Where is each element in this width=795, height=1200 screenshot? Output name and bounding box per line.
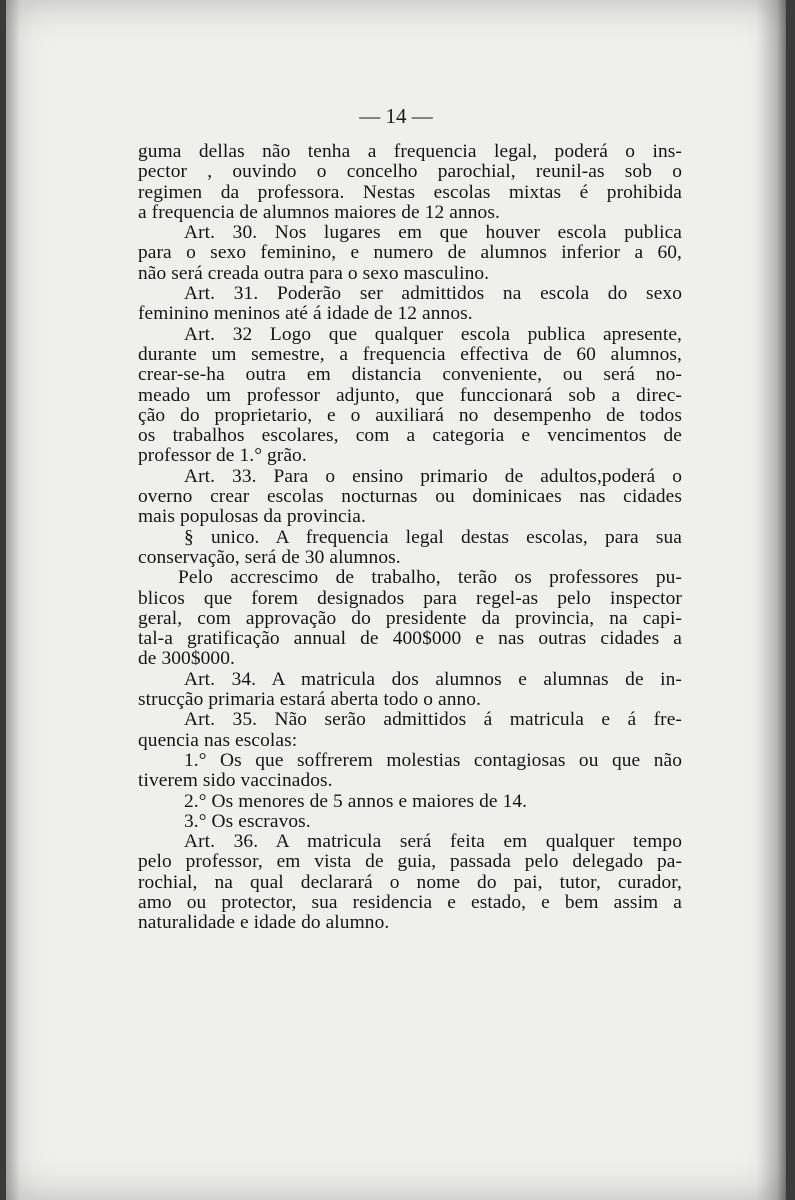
page-right-shadow [756, 0, 786, 1200]
page-left-shadow [6, 0, 20, 1200]
text-line: quencia nas escolas: [138, 729, 298, 751]
text-line: 1.° Os que soffrerem molestias contagiosas ou que não [184, 749, 682, 771]
text-line: ção do proprietario, e o auxiliará no desempenho de todos [138, 404, 682, 426]
text-line: pelo professor, em vista de guia, passada pelo delegado pa- [138, 851, 682, 873]
text-line: blicos que forem designados para regel-as pelo inspector [138, 587, 682, 609]
text-line: professor de 1.° grão. [138, 445, 307, 467]
text-line: pector , ouvindo o concelho parochial, reunil-as sob o [138, 161, 682, 183]
scanned-page [6, 0, 786, 1200]
text-line: a frequencia de alumnos maiores de 12 annos. [138, 201, 500, 223]
text-line: guma dellas não tenha a frequencia legal, poderá o ins- [138, 141, 682, 162]
text-line: strucção primaria estará aberta todo o anno. [138, 689, 482, 711]
text-line: durante um semestre, a frequencia effectiva de 60 alumnos, [138, 343, 682, 365]
page-number: — 14 — [359, 104, 433, 128]
text-line: overno crear escolas nocturnas ou dominicaes nas cidades [138, 486, 682, 508]
text-line: 3.° Os escravos. [184, 810, 311, 832]
text-line: tal-a gratificação annual de 400$000 e nas outras cidades a [138, 628, 682, 650]
text-line: Pelo accrescimo de trabalho, terão os professores pu- [178, 567, 682, 589]
text-line: tiverem sido vaccinados. [138, 770, 333, 792]
text-line: rochial, na qual declarará o nome do pai, tutor, curador, [138, 871, 682, 893]
text-line: Art. 30. Nos lugares em que houver escola publica [184, 222, 682, 244]
text-line: conservação, será de 30 alumnos. [138, 546, 401, 568]
text-line: Art. 34. A matricula dos alumnos e alumnas de in- [184, 668, 682, 690]
text-line: mais populosas da provincia. [138, 506, 366, 528]
text-line: de 300$000. [138, 648, 235, 670]
text-line: § unico. A frequencia legal destas escolas, para sua [184, 526, 682, 548]
text-line: amo ou protector, sua residencia e estado, e bem assim a [138, 891, 682, 913]
text-line: Art. 32 Logo que qualquer escola publica apresente, [184, 323, 682, 345]
text-line: meado um professor adjunto, que funccionará sob a direc- [138, 384, 682, 406]
text-line: geral, com approvação do presidente da provincia, na capi- [138, 607, 682, 629]
text-line: Art. 33. Para o ensino primario de adultos,poderá o [184, 465, 682, 487]
text-line: Art. 35. Não serão admittidos á matricula e á fre- [184, 709, 682, 731]
text-line: naturalidade e idade do alumno. [138, 912, 390, 934]
text-line: crear-se-ha outra em distancia conveniente, ou será no- [138, 364, 682, 386]
body-text [138, 142, 682, 934]
text-line: não será creada outra para o sexo masculino. [138, 262, 490, 284]
text-line: regimen da professora. Nestas escolas mixtas é prohibida [138, 181, 682, 203]
text-line: feminino meninos até á idade de 12 annos. [138, 303, 473, 325]
text-line: 2.° Os menores de 5 annos e maiores de 14. [184, 790, 528, 812]
text-line: Art. 31. Poderão ser admittidos na escola do sexo [184, 283, 682, 305]
text-line: Art. 36. A matricula será feita em qualquer tempo [184, 831, 682, 853]
text-line: os trabalhos escolares, com a categoria e vencimentos de [138, 425, 682, 447]
text-line: para o sexo feminino, e numero de alumnos inferior a 60, [138, 242, 682, 264]
